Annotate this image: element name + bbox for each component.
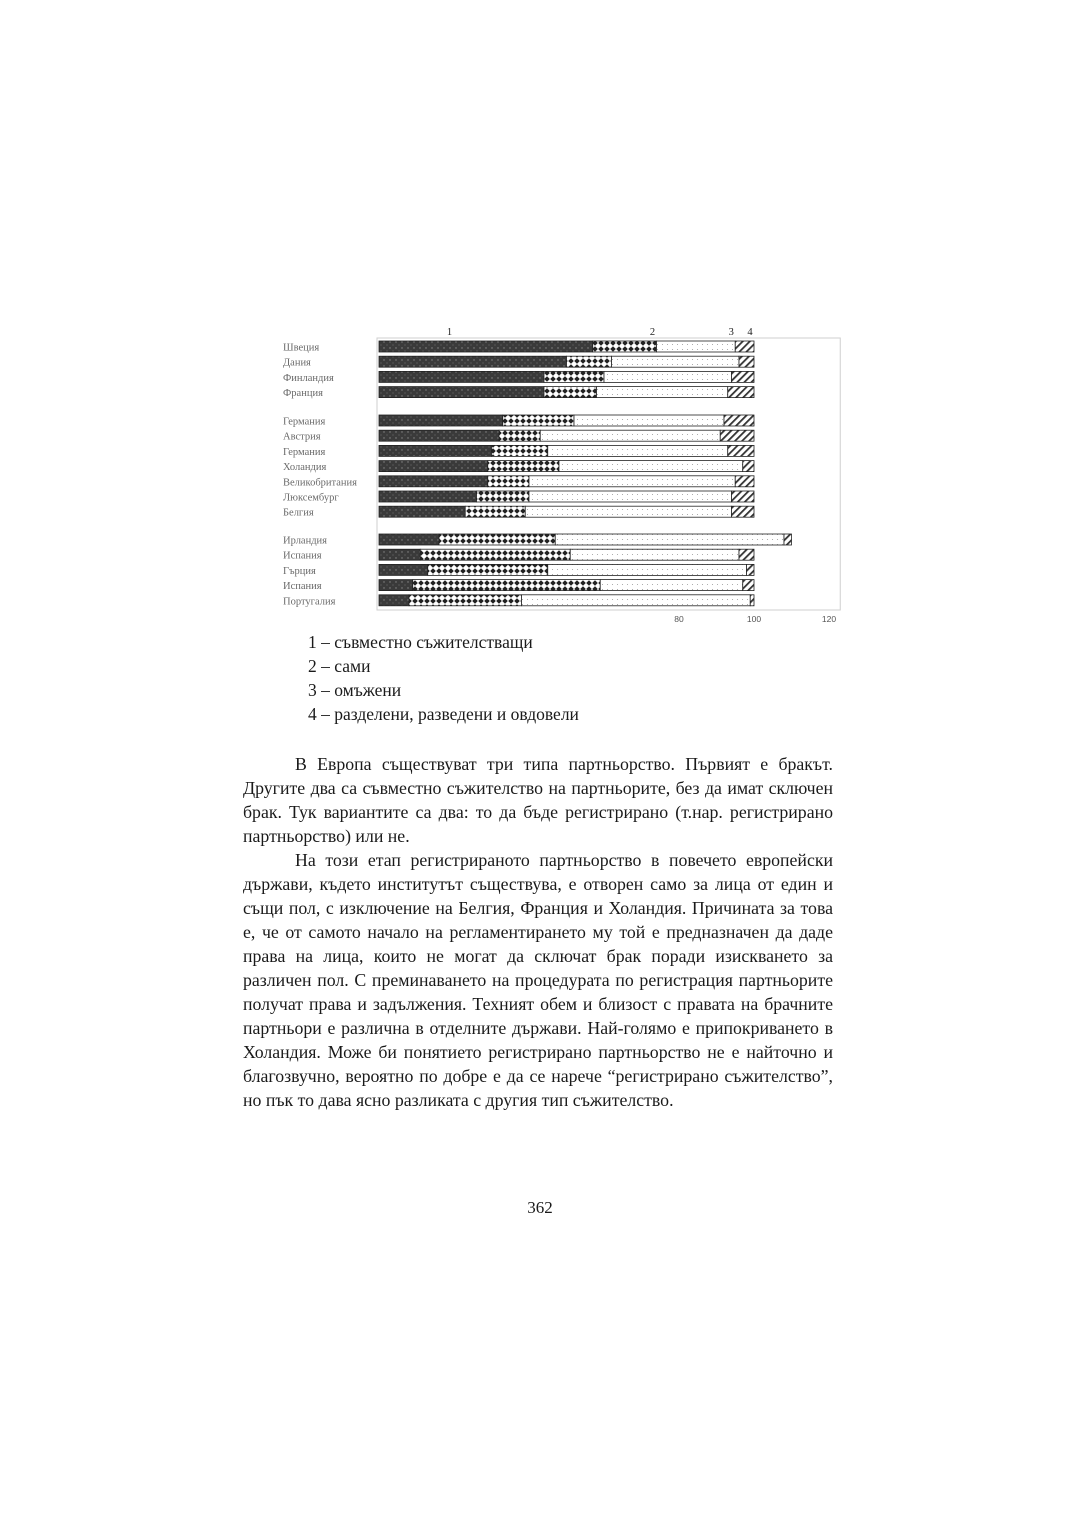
bar-segment-series-2 (544, 387, 597, 398)
bar-segment-series-2 (420, 549, 570, 560)
bar-segment-series-1 (379, 371, 544, 382)
bar-segment-series-3 (559, 461, 743, 472)
bar-segment-series-2 (503, 415, 574, 426)
bar-segment-series-1 (379, 476, 488, 487)
bar-segment-series-3 (574, 415, 724, 426)
bar-segment-series-3 (657, 341, 736, 352)
category-label: Испания (283, 550, 322, 562)
category-label: Холандия (283, 462, 327, 474)
bar-segment-series-4 (739, 356, 754, 367)
paragraph-2: На този етап регистрираното партньорство в повечето европейски държави, където институтът съществува, е отворен само за лица от един и същи пол, с изключение на Белгия, Франция и Холандия. Причината за това е, че от самото начало на регламентирането му той е предназначен да даде права на лица, които не могат да сключат брак поради изискването за различен пол. С преминаването на процедурата по регистрация партньорите получат права и задължения. Техният обем и близост с правата на брачните партньори е различна в отделните държави. Най-голямо е припокриването в Холандия. Може би понятието регистрирано партньорство не е найточно и благозвучно, вероятно по добре е да се нарече “регистрирано съжителство”, но пък то дава ясно разликата с другия тип съжителство. (243, 850, 833, 1110)
bar-segment-series-4 (724, 415, 754, 426)
bar-segment-series-4 (743, 461, 754, 472)
bar-segment-series-2 (477, 491, 530, 502)
legend-item-3: 3 – омъжени (308, 680, 402, 700)
bar-segment-series-4 (735, 341, 754, 352)
category-label: Ирландия (283, 535, 328, 547)
bar-segment-series-2 (439, 534, 555, 545)
category-label: Гърция (283, 565, 316, 577)
chart-canvas (280, 322, 840, 626)
bar-segment-series-3 (548, 564, 747, 575)
bar-segment-series-1 (379, 580, 413, 591)
bar-segment-series-4 (728, 445, 754, 456)
body-text (243, 752, 833, 1112)
x-tick-label: 120 (821, 614, 837, 624)
bar-segment-series-2 (544, 371, 604, 382)
bar-segment-series-3 (529, 491, 732, 502)
bar-segment-series-3 (540, 430, 720, 441)
bar-segment-series-1 (379, 445, 492, 456)
category-label: Великобритания (283, 477, 357, 489)
category-label: Белгия (283, 507, 314, 519)
page-number: 362 (527, 1198, 553, 1217)
bar-segment-series-3 (522, 595, 751, 606)
bar-segment-series-1 (379, 356, 567, 367)
bar-segment-series-3 (555, 534, 784, 545)
bar-segment-series-4 (784, 534, 792, 545)
bar-segment-series-1 (379, 549, 420, 560)
bar-segment-series-4 (739, 549, 754, 560)
bar-segment-series-3 (597, 387, 728, 398)
bar-segment-series-1 (379, 506, 465, 517)
legend-item-4: 4 – разделени, разведени и овдовели (308, 704, 579, 724)
series-marker-4: 4 (747, 327, 753, 338)
legend-item-2: 2 – сами (308, 656, 371, 676)
bar-segment-series-2 (593, 341, 657, 352)
bar-segment-series-3 (612, 356, 740, 367)
bar-segment-series-1 (379, 595, 409, 606)
bar-segment-series-2 (488, 461, 559, 472)
bar-segment-series-1 (379, 534, 439, 545)
bar-segment-series-4 (735, 476, 754, 487)
series-marker-2: 2 (649, 327, 656, 338)
bar-segment-series-3 (570, 549, 739, 560)
category-label: Финландия (283, 372, 334, 384)
bar-segment-series-1 (379, 491, 477, 502)
bar-segment-series-1 (379, 461, 488, 472)
series-marker-3: 3 (728, 327, 734, 338)
bar-segment-series-2 (409, 595, 522, 606)
bar-segment-series-1 (379, 387, 544, 398)
bar-segment-series-2 (428, 564, 548, 575)
bar-segment-series-3 (548, 445, 728, 456)
bar-segment-series-4 (750, 595, 754, 606)
bar-segment-series-1 (379, 415, 503, 426)
chart-legend (308, 630, 579, 726)
series-marker-1: 1 (446, 327, 453, 338)
legend-item-1: 1 – съвместно съжителстващи (308, 632, 533, 652)
paragraph-1: В Европа съществуват три типа партньорство. Първият е бракът. Другите два са съвместно съжителство на партньорите, без да имат сключен брак. Тук вариантите са два: то да бъде регистрирано (т.нар. регистрирано партньорство) или не. (243, 754, 833, 846)
bar-segment-series-3 (529, 476, 735, 487)
x-tick-label: 80 (674, 614, 684, 624)
category-label: Люксембург (283, 492, 339, 504)
bar-segment-series-4 (743, 580, 754, 591)
bar-segment-series-3 (604, 371, 732, 382)
bar-segment-series-2 (499, 430, 540, 441)
category-label: Дания (283, 357, 311, 369)
bar-segment-series-2 (465, 506, 525, 517)
category-label: Португалия (283, 596, 336, 608)
bar-segment-series-4 (732, 491, 755, 502)
bar-segment-series-2 (488, 476, 529, 487)
bar-segment-series-3 (600, 580, 743, 591)
stacked-bar-chart (280, 322, 840, 626)
bar-segment-series-4 (747, 564, 755, 575)
bar-segment-series-4 (728, 387, 754, 398)
bar-segment-series-2 (492, 445, 548, 456)
bar-segment-series-1 (379, 341, 593, 352)
bar-segment-series-1 (379, 564, 428, 575)
bar-segment-series-4 (732, 371, 755, 382)
bar-segment-series-2 (567, 356, 612, 367)
category-label: Испания (283, 581, 322, 593)
bar-segment-series-4 (720, 430, 754, 441)
bar-segment-series-1 (379, 430, 499, 441)
bar-segment-series-2 (413, 580, 601, 591)
bar-segment-series-4 (732, 506, 755, 517)
category-label: Швеция (283, 342, 320, 354)
category-label: Германия (283, 446, 326, 458)
bar-segment-series-3 (525, 506, 731, 517)
category-label: Германия (283, 416, 326, 428)
x-tick-label: 100 (746, 614, 762, 624)
category-label: Франция (283, 388, 323, 400)
category-label: Австрия (283, 431, 321, 443)
